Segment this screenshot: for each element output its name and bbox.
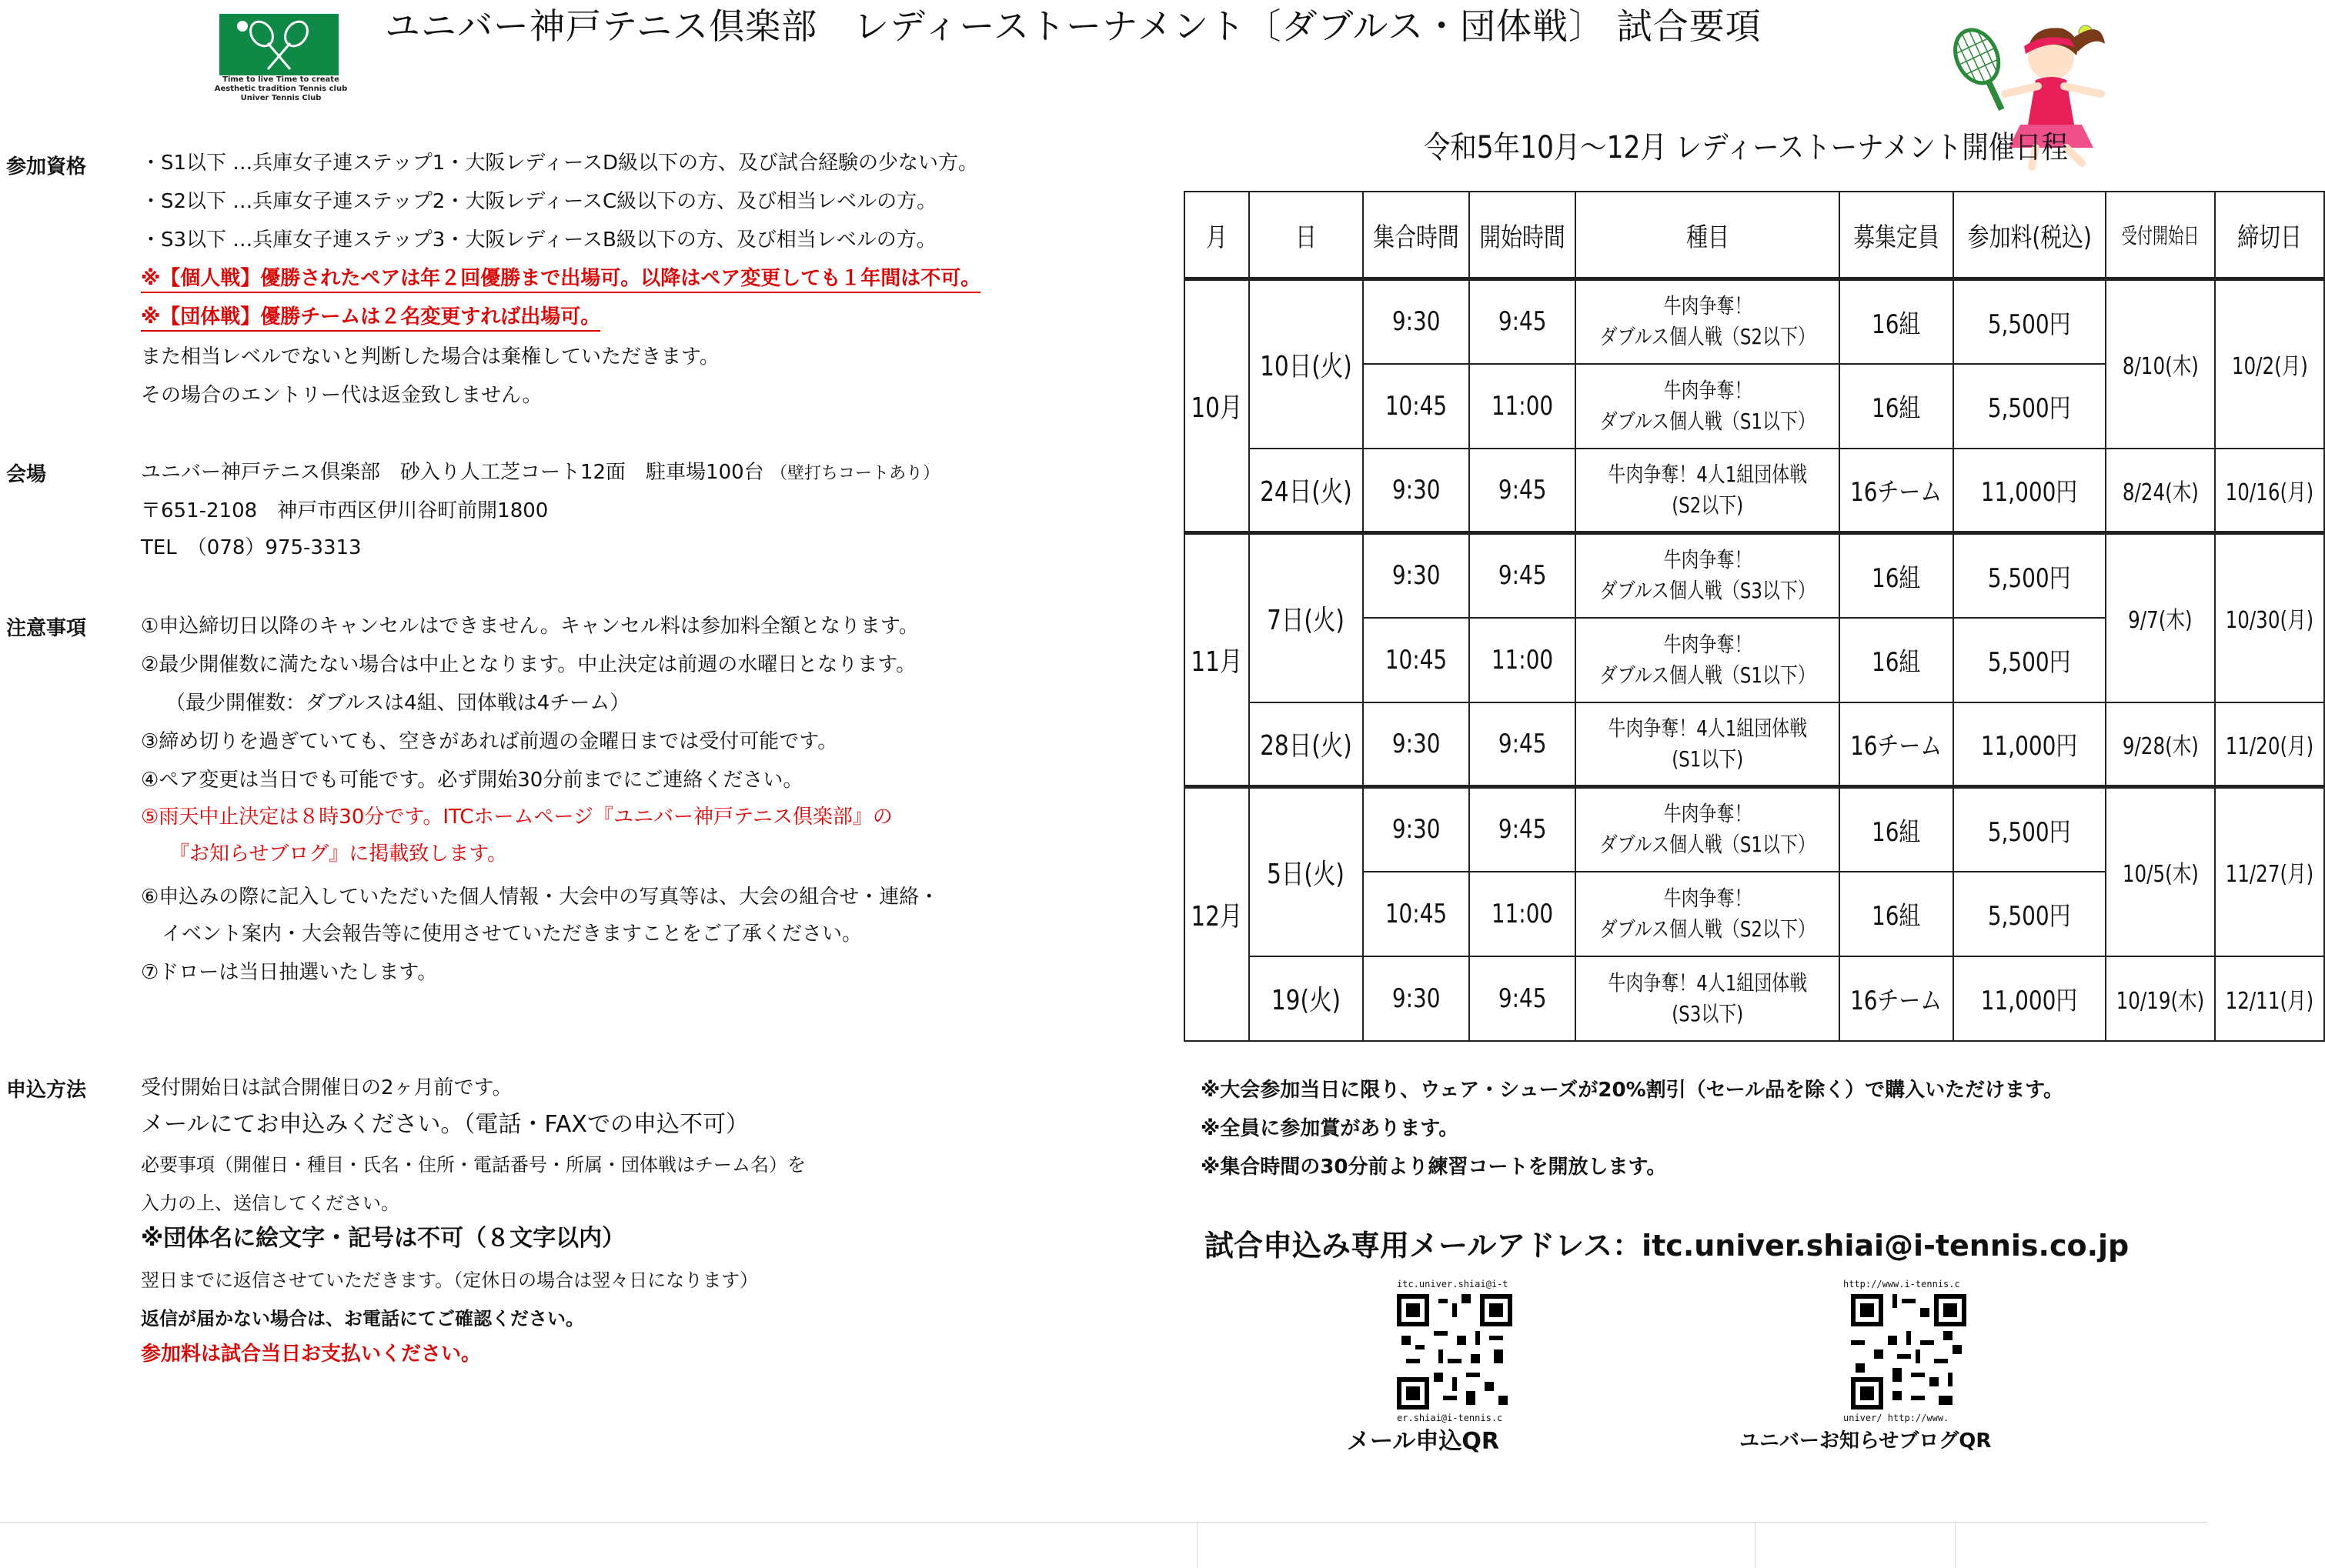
venue-note: （壁打ちコートあり） [770,464,940,483]
schedule-table [1184,191,2325,1042]
cell-text: ダブルス個人戦（S1以下） [1599,662,1816,688]
cell-text: 16チーム [1850,986,1943,1016]
notes-label: 注意事項 [6,617,87,640]
close-date-cell [2215,787,2324,956]
close-date-cell [2215,449,2324,533]
cell-text: 9:45 [1498,474,1547,505]
cell-text: 16組 [1872,816,1921,848]
cell-text: 10/5(木) [2122,861,2199,889]
fee-cell [1953,449,2106,533]
qr-edge-text: http://www.i-tennis.c [1843,1279,1960,1289]
cell-text: 11,000円 [1981,986,2078,1016]
event-cell [1575,279,1840,364]
close-date-cell [2215,702,2324,787]
cell-text: ダブルス個人戦（S2以下） [1599,324,1816,350]
blog-qr-caption: ユニバーお知らせブログQR [1739,1430,1992,1453]
table-row [1184,279,2324,364]
start-cell [1469,364,1575,449]
cell-text: 9:30 [1391,814,1441,846]
eligibility-rule-individual [141,265,980,292]
header-text: 種目 [1685,222,1729,253]
cell-text: 10:45 [1385,898,1447,929]
schedule-header-row [1184,192,2324,279]
table-row [1184,702,2324,787]
cell-text: 16チーム [1850,731,1943,762]
cell-text: 9:30 [1391,560,1441,592]
page-title: ユニバー神戸テニス倶楽部 レディーストーナメント〔ダブルス・団体戦〕 試合要項 [385,5,1762,47]
apply-line: ※団体名に絵文字・記号は不可（８文字以内） [141,1225,626,1252]
cell-text: 11,000円 [1981,477,2078,509]
meet-cell [1363,449,1469,533]
fee-cell [1953,279,2106,364]
cell-text: 9/7(木) [2128,607,2193,635]
fee-cell [1953,787,2106,872]
start-cell [1469,872,1575,956]
header-event [1575,192,1840,279]
close-date-cell [2215,279,2324,449]
cell-text: 10:45 [1385,390,1447,422]
start-cell [1469,449,1575,533]
day-cell [1249,956,1363,1041]
logo-line: Aesthetic tradition Tennis club [214,85,348,93]
header-text: 参加料(税込) [1967,222,2092,253]
header-start-time [1469,192,1575,279]
header-text: 受付開始日 [2121,223,2200,249]
fee-cell [1953,702,2106,787]
qr-edge-text: univer/ http://www. [1843,1413,1949,1423]
cell-text: ダブルス個人戦（S3以下） [1599,578,1816,604]
note-item: ①申込締切日以降のキャンセルはできません。キャンセル料は参加料全額となります。 [141,615,919,638]
rule-text: ※【団体戦】優勝チームは２名変更すれば出場可。 [141,305,600,332]
event-cell [1575,702,1840,787]
cell-text: 11/27(月) [2225,861,2314,889]
month-cell [1184,279,1249,533]
header-capacity [1839,192,1953,279]
cell-text: 牛肉争奪！ [1663,377,1752,403]
header-day [1249,192,1363,279]
apply-line: 必要事項（開催日・種目・氏名・住所・電話番号・所属・団体戦はチーム名）を [141,1154,806,1176]
cell-text: 8/10(木) [2122,353,2199,381]
fee-cell [1953,956,2106,1041]
header-text: 開始時間 [1478,222,1565,253]
month-cell [1184,787,1249,1041]
cell-text: 牛肉争奪！4人1組団体戦 [1608,969,1807,996]
day-cell [1249,449,1363,533]
footnote: ※大会参加当日に限り、ウェア・シューズが20%割引（セール品を除く）で購入いただけます。 [1201,1079,2064,1102]
cell-text: 牛肉争奪！4人1組団体戦 [1608,461,1807,487]
apply-line: 翌日までに返信させていただきます。（定休日の場合は翌々日になります） [141,1269,759,1291]
note-rain: ⑤雨天中止決定は８時30分です。ITCホームページ『ユニバー神戸テニス倶楽部』の [141,806,893,829]
month-cell [1184,533,1249,787]
cell-text: 5,500円 [1988,562,2071,594]
note-item: （最少開催数：ダブルスは4組、団体戦は4チーム） [165,692,630,715]
capacity-cell [1839,787,1953,872]
note-item: ③締め切りを過ぎていても、空きがあれば前週の金曜日までは受付可能です。 [141,730,838,753]
eligibility-line: ・S2以下 …兵庫女子連ステップ2・大阪レディースC級以下の方、及び相当レベルの方。 [141,190,937,213]
fee-cell [1953,618,2106,702]
meet-cell [1363,702,1469,787]
start-cell [1469,702,1575,787]
open-date-cell [2106,279,2215,449]
header-text: 締切日 [2237,222,2302,253]
open-date-cell [2106,449,2215,533]
cell-text: 5,500円 [1988,901,2071,932]
event-cell [1575,787,1840,872]
logo-line: Univer Tennis Club [240,94,322,102]
cell-text: 16チーム [1850,477,1943,509]
event-cell [1575,449,1840,533]
footnote: ※全員に参加賞があります。 [1201,1117,1459,1140]
meet-cell [1363,279,1469,364]
day-cell [1249,787,1363,956]
cell-text: 牛肉争奪！ [1663,547,1752,573]
cell-text: 16組 [1872,309,1921,340]
cell-text: 19(火) [1271,985,1341,1016]
cell-text: 10/16(月) [2225,479,2314,506]
header-text: 集合時間 [1372,222,1459,253]
logo-line: Time to live Time to create [222,75,339,84]
table-row [1184,533,2324,618]
table-row [1184,787,2324,872]
note-draw: ⑦ドローは当日抽選いたします。 [141,961,438,984]
cell-text: 11:00 [1491,898,1553,929]
blog-qr-block [1832,1277,1986,1431]
apply-line: 入力の上、送信してください。 [141,1193,399,1214]
fee-cell [1953,872,2106,956]
mail-qr-block [1378,1277,1532,1431]
header-text: 日 [1294,222,1317,253]
cell-text: ダブルス個人戦（S2以下） [1599,916,1816,942]
apply-label: 申込方法 [6,1079,87,1102]
meet-cell [1363,956,1469,1041]
cell-text: 10/19(木) [2116,987,2205,1015]
cell-text: 12月 [1191,900,1243,932]
start-cell [1469,618,1575,702]
eligibility-line: ・S1以下 …兵庫女子連ステップ1・大阪レディースD級以下の方、及び試合経験の少ない方。 [141,152,978,175]
cell-text: 8/24(木) [2122,479,2199,506]
table-row [1184,449,2324,533]
cell-text: (S2以下) [1672,492,1744,518]
header-text: 月 [1205,222,1228,253]
capacity-cell [1839,618,1953,702]
cell-text: ダブルス個人戦（S1以下） [1599,832,1816,858]
cell-text: 9:30 [1391,474,1441,505]
apply-line: 返信が届かない場合は、お電話にてご確認ください。 [141,1308,584,1329]
apply-line: 参加料は試合当日お支払いください。 [141,1343,482,1366]
venue-address: 〒651-2108 神戸市西区伊川谷町前開1800 [141,499,549,522]
mail-qr-caption: メール申込QR [1347,1428,1500,1455]
cell-text: 9:45 [1498,983,1547,1014]
cell-text: 12/11(月) [2225,987,2314,1015]
cell-text: 10/30(月) [2225,607,2314,635]
tennis-rackets-icon [219,14,339,75]
cell-text: 牛肉争奪！ [1663,631,1752,657]
cell-text: 牛肉争奪！ [1663,801,1752,827]
capacity-cell [1839,449,1953,533]
open-date-cell [2106,956,2215,1041]
cell-text: (S3以下) [1672,1000,1744,1026]
cell-text: 7日(火) [1267,604,1345,636]
fee-cell [1953,533,2106,618]
cell-text: 牛肉争奪！ [1663,885,1752,911]
table-row [1184,956,2324,1041]
venue-text: ユニバー神戸テニス倶楽部 砂入り人工芝コート12面 駐車場100台 [141,461,764,484]
event-cell [1575,364,1840,449]
cell-text: 牛肉争奪！4人1組団体戦 [1608,715,1807,741]
header-open-date [2106,192,2215,279]
cell-text: 9:45 [1498,728,1547,759]
cell-text: ダブルス個人戦（S1以下） [1599,408,1816,434]
cell-text: 9:45 [1498,560,1547,592]
grid-line [1197,1522,1198,1568]
grid-line [0,1522,2207,1523]
day-cell [1249,533,1363,702]
meet-cell [1363,533,1469,618]
eligibility-label: 参加資格 [6,155,87,178]
day-cell [1249,702,1363,787]
header-close-date [2215,192,2324,279]
header-text: 募集定員 [1853,222,1939,253]
cell-text: 11,000円 [1981,731,2078,762]
cell-text: 9:30 [1391,728,1441,759]
cell-text: 10:45 [1385,644,1447,676]
capacity-cell [1839,956,1953,1041]
header-fee [1953,192,2106,279]
eligibility-rule-team [141,303,600,331]
cell-text: 牛肉争奪！ [1663,293,1752,319]
note-item: ④ペア変更は当日でも可能です。必ず開始30分前までにご連絡ください。 [141,769,803,792]
venue-line [141,459,940,488]
qr-edge-text: er.shiai@i-tennis.c [1397,1413,1503,1423]
cell-text: 16組 [1872,901,1921,932]
cell-text: 28日(火) [1259,730,1352,762]
venue-label: 会場 [6,463,47,486]
cell-text: 5,500円 [1988,393,2071,424]
cell-text: 9:30 [1391,983,1441,1014]
cell-text: 9:45 [1498,814,1547,846]
cell-text: 10日(火) [1259,350,1352,382]
cell-text: 11:00 [1491,390,1553,422]
meet-cell [1363,787,1469,872]
capacity-cell [1839,872,1953,956]
start-cell [1469,533,1575,618]
cell-text: 5日(火) [1267,858,1345,890]
cell-text: 11/20(月) [2225,732,2314,760]
capacity-cell [1839,279,1953,364]
cell-text: 9/28(木) [2122,732,2199,760]
cell-text: 16組 [1872,562,1921,594]
header-meet-time [1363,192,1469,279]
cell-text: 10/2(月) [2231,353,2308,381]
schedule-title: 令和5年10月～12月 レディーストーナメント開催日程 [1424,130,2068,165]
cell-text: 16組 [1872,647,1921,678]
day-cell [1249,279,1363,449]
cell-text: 10月 [1191,392,1243,424]
eligibility-line: ・S3以下 …兵庫女子連ステップ3・大阪レディースB級以下の方、及び相当レベルの方。 [141,229,937,252]
meet-cell [1363,618,1469,702]
start-cell [1469,787,1575,872]
cell-text: 5,500円 [1988,309,2071,340]
cell-text: 11月 [1191,646,1243,678]
eligibility-extra: また相当レベルでないと判断した場合は棄権していただきます。 [141,345,720,369]
venue-phone: TEL （078）975-3313 [141,536,362,559]
apply-line: 受付開始日は試合開催日の2ヶ月前です。 [141,1076,513,1099]
club-logo [219,14,339,75]
footnote: ※集合時間の30分前より練習コートを開放します。 [1201,1156,1667,1179]
note-rain: 『お知らせブログ』に掲載致します。 [169,842,508,866]
close-date-cell [2215,956,2324,1041]
cell-text: 11:00 [1491,644,1553,676]
eligibility-extra: その場合のエントリー代は返金致しません。 [141,384,543,407]
meet-cell [1363,364,1469,449]
cell-text: 24日(火) [1259,476,1352,509]
start-cell [1469,956,1575,1041]
meet-cell [1363,872,1469,956]
header-month [1184,192,1249,279]
apply-line: メールにてお申込みください。（電話・FAXでの申込不可） [141,1111,749,1138]
capacity-cell [1839,364,1953,449]
note-privacy: ⑥申込みの際に記入していただいた個人情報・大会中の写真等は、大会の組合せ・連絡・ [141,886,940,909]
rule-text: ※【個人戦】優勝されたペアは年２回優勝まで出場可。以降はペア変更しても１年間は不可。 [141,267,980,293]
close-date-cell [2215,533,2324,702]
event-cell [1575,872,1840,956]
cell-text: 5,500円 [1988,647,2071,678]
capacity-cell [1839,533,1953,618]
note-privacy: イベント案内・大会報告等に使用させていただきますことをご了承ください。 [162,922,863,946]
grid-line [1955,1522,1956,1568]
cell-text: (S1以下) [1672,746,1744,772]
event-cell [1575,533,1840,618]
cell-text: 9:45 [1498,306,1547,338]
open-date-cell [2106,787,2215,956]
event-cell [1575,618,1840,702]
blog-qr-code-icon[interactable] [1851,1294,1966,1410]
fee-cell [1953,364,2106,449]
cell-text: 16組 [1872,393,1921,424]
qr-edge-text: itc.univer.shiai@i-t [1397,1279,1508,1289]
event-cell [1575,956,1840,1041]
capacity-cell [1839,702,1953,787]
start-cell [1469,279,1575,364]
cell-text: 5,500円 [1988,816,2071,848]
open-date-cell [2106,702,2215,787]
note-item: ②最少開催数に満たない場合は中止となります。中止決定は前週の水曜日となります。 [141,653,917,676]
application-email[interactable]: 試合申込み専用メールアドレス：itc.univer.shiai@i-tennis.co.jp [1204,1229,2130,1263]
logo-tagline [208,75,354,103]
open-date-cell [2106,533,2215,702]
cell-text: 9:30 [1391,306,1441,338]
mail-qr-code-icon[interactable] [1397,1294,1512,1410]
